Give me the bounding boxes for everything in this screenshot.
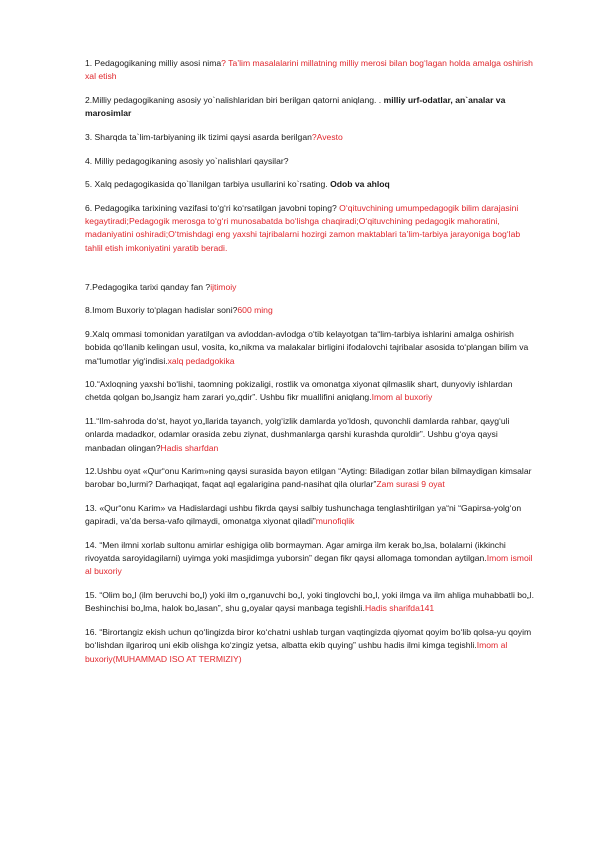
question-11: [85, 415, 534, 455]
answer-text: Imom al buxoriy: [371, 392, 433, 403]
question-1: [85, 57, 534, 83]
question-text: 10.“Axloqning yaxshi bo‘lishi, taomning pokizaligi, rostlik va omonatga xiyonat qilmaslik shart, dunyoviy ishlardan chetda qolgan bo„lsangiz ham zarari yo„qdir”. Ushbu fikr muallifini aniqlang.: [85, 379, 513, 403]
question-7: [85, 281, 534, 294]
answer-text: milliy urf-odatlar, an`analar va marosimlar: [85, 94, 506, 119]
question-10: [85, 378, 534, 404]
answer-text: Imom ismoil al buxoriy: [85, 553, 533, 577]
question-text: 6. Pedagogika tarixining vazifasi to‘g‘ri ko‘rsatilgan javobni toping?: [85, 202, 340, 213]
question-text: 1. Pedagogikaning milliy asosi nima: [85, 58, 222, 68]
question-text: 15. “Olim bo„l (ilm beruvchi bo„l) yoki ilm o„rganuvchi bo„l, yoki tinglovchi bo„l, yoki ilmga va ilm ahliga muhabbatli bo„l. Beshinchisi bo„lma, halok bo„lasan”, shu g„oyalar qaysi manbaga tegishli.: [85, 590, 534, 614]
question-12: [85, 465, 534, 491]
question-text: 3. Sharqda ta`lim-tarbiyaning ilk tizimi qaysi asarda berilgan: [85, 131, 312, 142]
question-6: [85, 202, 534, 255]
answer-text: xalq pedadgokika: [167, 355, 235, 366]
answer-text: ?Avesto: [311, 131, 343, 142]
answer-text: Hadis sharfdan: [160, 442, 219, 453]
answer-text: Odob va ahloq: [330, 179, 390, 190]
question-9: [85, 328, 534, 368]
question-14: [85, 539, 534, 579]
question-15: [85, 589, 534, 615]
answer-text: Hadis sharifda141: [364, 603, 435, 614]
question-text: 4. Milliy pedagogikaning asosiy yo`nalishlari qaysilar?: [85, 155, 289, 166]
answer-text: O‘qituvchining umumpedagogik bilim darajasini kegaytiradi;Pedagogik merosga to‘g‘ri munosabatda bo‘lishga chaqiradi;O‘qituvchining pedagogik mahoratini, madaniyatini oshiradi;O‘tmishdagi eng yaxshi tajribalarni hozirgi zamon maktablari ta’lim-tarbiya jarayoniga bog‘lab tahlil etish imkoniyatini yaratib beradi.: [85, 202, 521, 253]
question-5: [85, 178, 534, 191]
question-text: 11.“Ilm-sahroda do‘st, hayot yo„llarida tayanch, yolg‘izlik damlarda yo‘ldosh, quvonchli damlarda rahbar, qayg‘uli onlarda madadkor, odamlar orasida zebu ziynat, dushmanlarga qarshi kurashda quroldir”. Ushbu g‘oya qaysi manbadan olingan?: [85, 416, 510, 453]
question-text: 7.Pedagogika tarixi qanday fan ?: [85, 281, 211, 292]
question-text: 2.Milliy pedagogikaning asosiy yo`nalishlaridan biri berilgan qatorni aniqlang. .: [85, 94, 384, 105]
answer-text: Zam surasi 9 oyat: [376, 479, 445, 490]
question-text: 9.Xalq ommasi tomonidan yaratilgan va avloddan-avlodga o‘tib kelayotgan ta“lim-tarbiya ishlarini amalga oshirish bobida qo‘llanib kelingan usul, vosita, ko„nikma va malakalar birligini ifodalovchi tajribalar asosida to‘plangan bilim va ma“lumotlar yig‘indisi.: [85, 329, 529, 366]
answer-text: ijtimoiy: [210, 281, 237, 292]
question-text: 13. «Qur“onu Karim» va Hadislardagi ushbu fikrda qaysi salbiy tushunchaga tenglashtirilgan ya“ni “Gapirsa-yolg‘on gapiradi, va’da bersa-vafo qilmaydi, omonatga xiyonat qiladi”: [85, 503, 522, 527]
answer-text: Imom al buxoriy(MUHAMMAD ISO AT TERMIZIY): [85, 640, 508, 664]
answer-text: 600 ming: [237, 305, 273, 316]
answer-text: ? Ta’lim masalalarini millatning milliy merosi bilan bog‘lagan holda amalga oshirish xal etish: [85, 58, 533, 82]
question-8: [85, 304, 534, 317]
answer-text: munofiqlik: [315, 516, 355, 527]
question-4: [85, 155, 534, 168]
question-13: [85, 502, 534, 528]
question-text: 8.Imom Buxoriy to‘plagan hadislar soni?: [85, 305, 238, 316]
question-text: 5. Xalq pedagogikasida qo`llanilgan tarbiya usullarini ko`rsating.: [85, 179, 331, 190]
question-text: 16. “Birortangiz ekish uchun qo‘lingizda biror ko‘chatni ushlab turgan vaqtingizda qiyomat qoyim bo‘lib qolsa-yu qoyim bo‘lishdan ilgariroq uni ekib olishga ko‘zingiz yetsa, albatta ekib quying” ushbu hadis ilmi kimga tegishli.: [85, 627, 532, 651]
question-text: 14. “Men ilmni xorlab sultonu amirlar eshigiga olib bormayman. Agar amirga ilm kerak bo„lsa, bolalarni (ikkinchi rivoyatda saroyidagilarni) uyimga yoki masjidimga yuborsin” degan fikr qaysi allomaga tomondan aytilgan.: [85, 540, 506, 564]
question-2: [85, 94, 534, 120]
question-16: [85, 626, 534, 666]
question-text: 12.Ushbu oyat «Qur“onu Karim»ning qaysi surasida bayon etilgan “Ayting: Biladigan zotlar bilan bilmaydigan kimsalar barobar bo„lurmi? Darhaqiqat, faqat aql egalarigina pand-nasihat qila olurlar”: [85, 466, 532, 490]
question-3: [85, 131, 534, 144]
